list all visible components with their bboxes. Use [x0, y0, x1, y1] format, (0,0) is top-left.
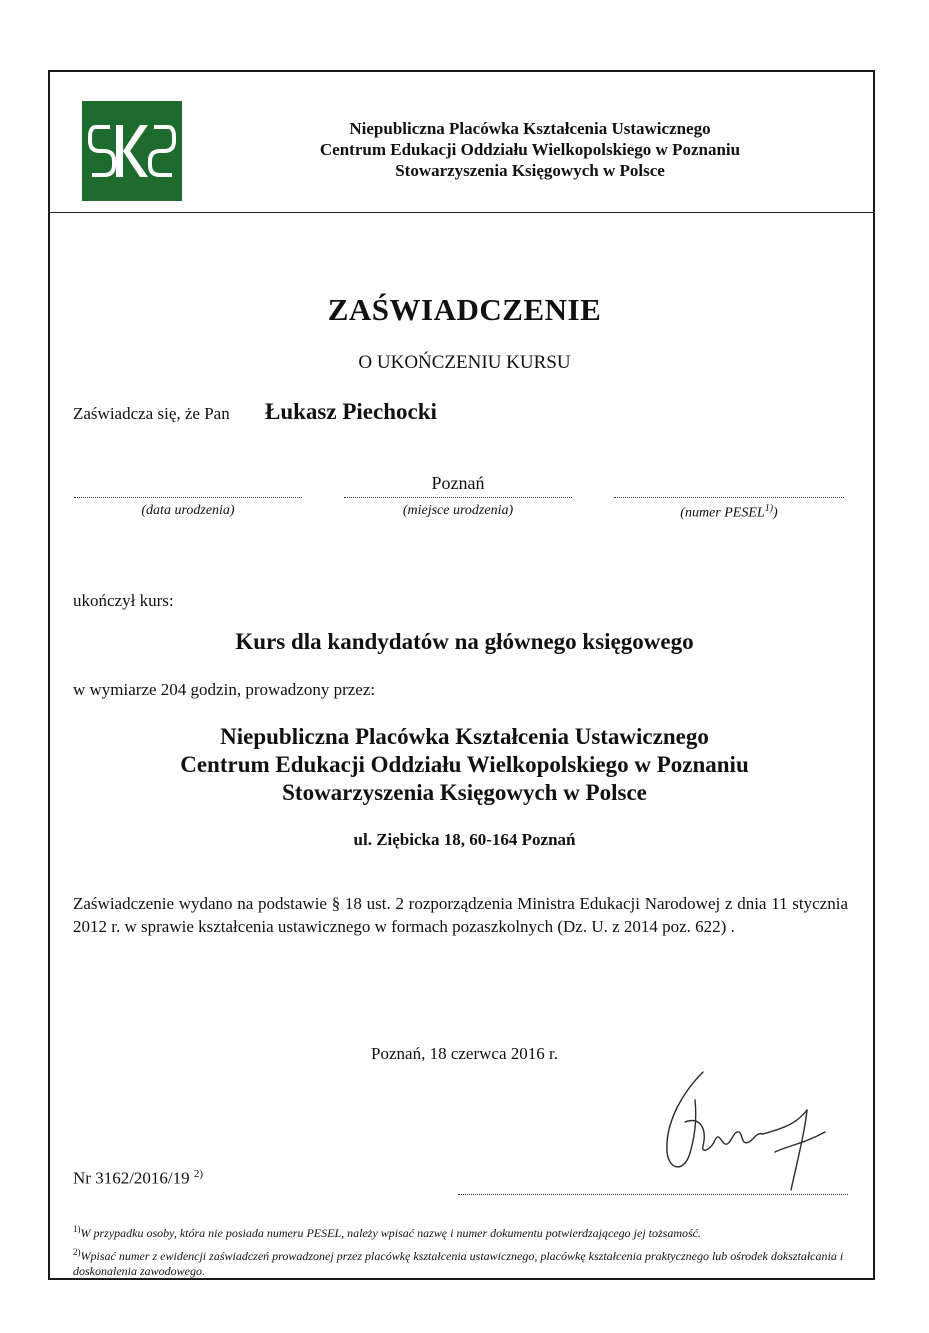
pesel-footnote-mark: 1) — [764, 503, 774, 514]
footnote-text: W przypadku osoby, która nie posiada numeru PESEL, należy wpisać nazwę i numer dokumentu potwierdzającego jej tożsamość. — [80, 1226, 701, 1240]
footnote-2 — [73, 1245, 853, 1279]
legal-basis: Zaświadczenie wydano na podstawie § 18 ust. 2 rozporządzenia Ministra Edukacji Narodowej z dnia 11 stycznia 2012 r. w sprawie kształcenia ustawicznego w formach pozaszkolnych (Dz. U. z 2014 poz. 622) . — [73, 894, 848, 936]
header-divider — [48, 212, 875, 213]
pesel-value — [614, 472, 844, 494]
certificate-number-text: Nr 3162/2016/19 — [73, 1168, 190, 1188]
organizer-line-2: Centrum Edukacji Oddziału Wielkopolskiego w Poznaniu — [180, 752, 749, 777]
pesel-caption-end: ) — [773, 505, 778, 521]
footnote-1 — [73, 1222, 853, 1241]
certificate-number — [73, 1168, 203, 1189]
dotted-line — [344, 497, 572, 498]
certifies-label: Zaświadcza się, że Pan — [73, 404, 230, 423]
person-name: Łukasz Piechocki — [265, 399, 437, 424]
pesel-caption-text: (numer PESEL — [680, 505, 765, 521]
completed-label: ukończył kurs: — [73, 591, 174, 610]
signature-line — [458, 1194, 848, 1195]
header-line-3: Stowarzyszenia Księgowych w Polsce — [395, 161, 665, 180]
birth-date-caption: (data urodzenia) — [141, 503, 235, 518]
number-footnote-mark: 2) — [193, 1168, 204, 1180]
footnote-mark: 2) — [73, 1247, 81, 1257]
organizer-address: ul. Ziębicka 18, 60-164 Poznań — [353, 830, 576, 849]
organizer-line-3: Stowarzyszenia Księgowych w Polsce — [282, 780, 647, 805]
place-and-date: Poznań, 18 czerwca 2016 r. — [371, 1044, 558, 1063]
pesel-caption — [614, 503, 844, 522]
pesel-field — [614, 472, 844, 522]
birth-place-caption: (miejsce urodzenia) — [402, 503, 514, 518]
certificate-subtitle: O UKOŃCZENIU KURSU — [358, 352, 571, 373]
birth-place-value: Poznań — [431, 473, 485, 493]
certificate-title: ZAŚWIADCZENIE — [327, 292, 602, 327]
footnote-text: Wpisać numer z ewidencji zaświadczeń prowadzonej przez placówkę kształcenia ustawicznego, placówkę kształcenia praktycznego lub ośrodek dokształcania i doskonalenia zawodowego. — [73, 1249, 844, 1278]
course-hours: w wymiarze 204 godzin, prowadzony przez: — [73, 680, 376, 699]
course-name: Kurs dla kandydatów na głównego księgowego — [235, 629, 694, 654]
dotted-line — [74, 497, 302, 498]
header-institution — [270, 118, 790, 181]
birth-place-field — [344, 472, 572, 519]
signature-icon — [655, 1060, 845, 1200]
sk-logo-icon — [82, 101, 182, 201]
header-line-2: Centrum Edukacji Oddziału Wielkopolskiego w Poznaniu — [319, 140, 741, 159]
organizer — [0, 723, 929, 807]
footnote-mark: 1) — [73, 1224, 81, 1234]
dotted-line — [614, 497, 844, 498]
header-line-1: Niepubliczna Placówka Kształcenia Ustawicznego — [349, 119, 711, 138]
birth-date-value — [74, 472, 302, 494]
footnotes — [73, 1222, 853, 1283]
birth-date-field — [74, 472, 302, 519]
organizer-line-1: Niepubliczna Placówka Kształcenia Ustawicznego — [220, 724, 709, 749]
